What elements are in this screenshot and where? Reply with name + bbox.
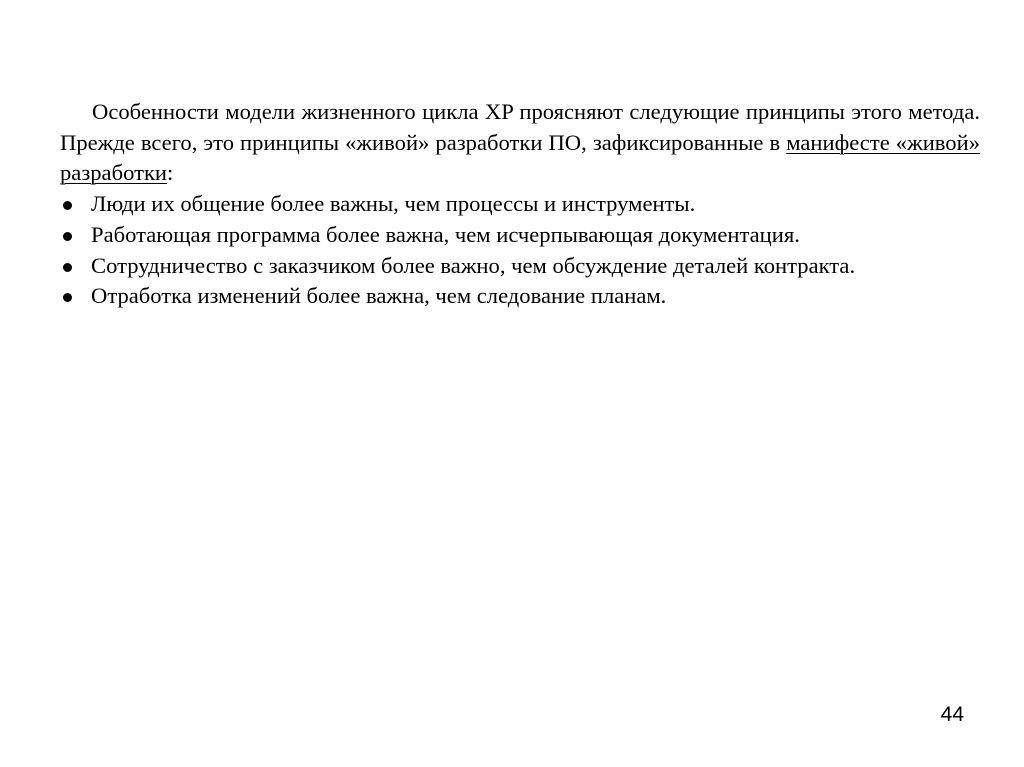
- bullet-icon: [63, 201, 72, 210]
- bullet-icon: [63, 232, 72, 241]
- list-item-text: Работающая программа более важна, чем исчерпывающая документация.: [91, 221, 800, 247]
- list-item-text: Люди их общение более важны, чем процессы и инструменты.: [91, 191, 696, 217]
- list-item-text: Отработка изменений более важна, чем следование планам.: [91, 283, 667, 309]
- intro-text-end: :: [167, 160, 174, 186]
- list-item: [60, 220, 980, 251]
- list-item-text: Сотрудничество с заказчиком более важно, чем обсуждение деталей контракта.: [91, 252, 856, 278]
- list-item: [60, 281, 980, 312]
- page-content: [60, 97, 980, 312]
- list-item: [60, 251, 980, 282]
- list-item: [60, 189, 980, 220]
- bullet-icon: [63, 293, 72, 302]
- intro-text: Особенности модели жизненного цикла XP проясняют следующие принципы этого метода. Прежде всего, это принципы «живой» разработки ПО, зафиксированные в: [60, 99, 980, 155]
- manifesto-link[interactable]: манифесте «живой» разработки: [60, 129, 980, 186]
- intro-paragraph: [60, 97, 980, 189]
- principles-list: [60, 189, 980, 312]
- page-number: 44: [940, 703, 964, 726]
- bullet-icon: [63, 263, 72, 272]
